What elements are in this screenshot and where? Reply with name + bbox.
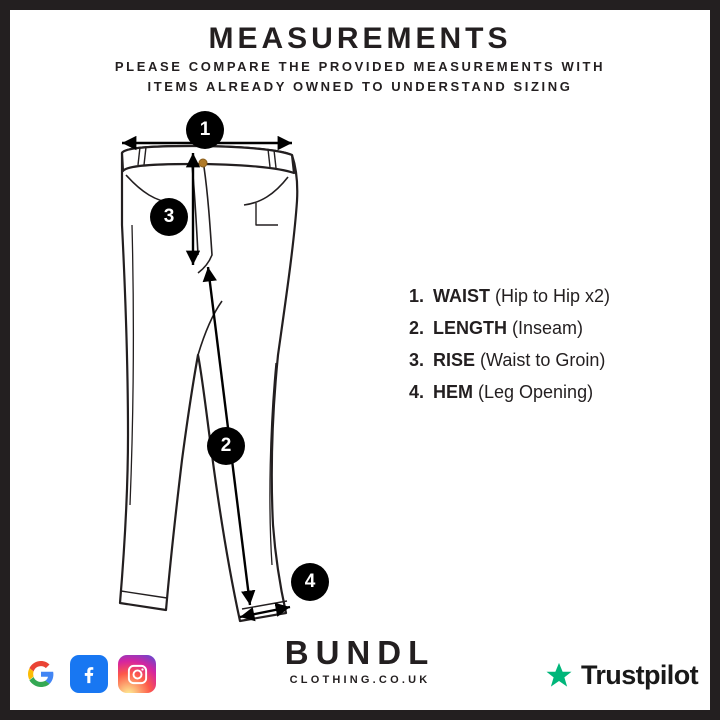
page-subtitle: [60, 57, 660, 97]
social-links: [22, 655, 156, 693]
legend-label-4: HEM: [433, 382, 473, 402]
facebook-icon[interactable]: [70, 655, 108, 693]
legend-note-1: (Hip to Hip x2): [495, 286, 611, 306]
legend-number-1: 1.: [408, 286, 424, 306]
marker-4: 4: [291, 563, 329, 601]
legend-number-3: 3.: [408, 350, 424, 370]
legend-item-waist: [398, 286, 698, 307]
legend-note-2: (Inseam): [512, 318, 584, 338]
jeans-outline: [120, 146, 297, 621]
legend-label-2: LENGTH: [433, 318, 507, 338]
legend-note-4: (Leg Opening): [478, 382, 594, 402]
frame-border-bottom: [0, 710, 720, 720]
legend-number-4: 4.: [408, 382, 424, 402]
marker-1: 1: [186, 111, 224, 149]
legend-item-length: [398, 318, 698, 339]
trustpilot-label: Trustpilot: [581, 660, 698, 690]
frame-border-left: [0, 0, 10, 720]
frame-border-right: [710, 0, 720, 720]
legend-item-hem: [398, 382, 698, 403]
marker-3: 3: [150, 198, 188, 236]
google-icon[interactable]: [22, 655, 60, 693]
frame-border-top: [0, 0, 720, 10]
jeans-button: [199, 159, 207, 167]
legend-number-2: 2.: [408, 318, 424, 338]
legend-item-rise: [398, 350, 698, 371]
legend-label-1: WAIST: [433, 286, 490, 306]
brand-domain: CLOTHING.CO.UK: [289, 674, 431, 686]
brand-name: BUNDL: [284, 634, 436, 671]
marker-2: 2: [207, 427, 245, 465]
page-subtitle-line1: PLEASE COMPARE THE PROVIDED MEASUREMENTS WITH: [114, 59, 606, 74]
page-subtitle-line2: ITEMS ALREADY OWNED TO UNDERSTAND SIZING: [147, 79, 573, 94]
legend-label-3: RISE: [433, 350, 476, 370]
jeans-diagram: [80, 105, 410, 625]
page-title: MEASUREMENTS: [208, 22, 512, 55]
trustpilot-logo[interactable]: [544, 660, 698, 691]
instagram-icon[interactable]: [118, 655, 156, 693]
trustpilot-star-icon: [544, 661, 574, 691]
measurement-legend: [398, 286, 698, 414]
legend-note-3: (Waist to Groin): [480, 350, 606, 370]
